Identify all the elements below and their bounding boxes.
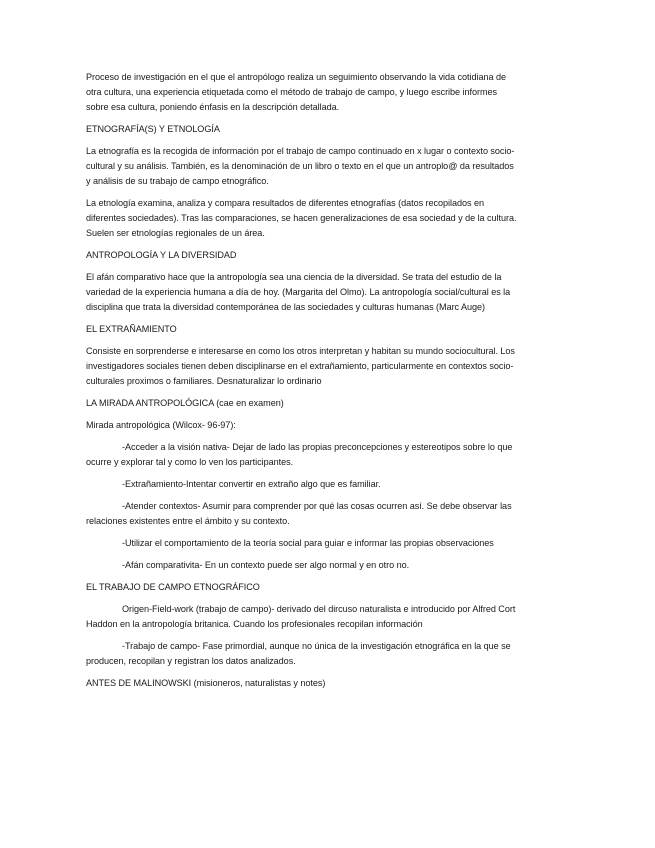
diversidad-paragraph: El afán comparativo hace que la antropología sea una ciencia de la diversidad. Se trata del estudio de la variedad de la experiencia humana a día de hoy. (Margarita del Olmo). La antropología social/cultural es la disciplina que trata la diversidad contemporánea de las sociedades y culturas humanas (Marc Auge) xyxy=(86,272,511,312)
trabajo-campo-fase: -Trabajo de campo- Fase primordial, aunque no única de la investigación etnográfica en la que se producen, recopilan y registran los datos analizados. xyxy=(86,641,511,666)
etnografia-paragraph: La etnografía es la recogida de información por el trabajo de campo continuado en x lugar o contexto socio-cultural y su análisis. También, es la denominación de un libro o texto en el que un antroplo@ da resultados y análisis de su trabajo de campo etnográfico. xyxy=(86,146,515,186)
section-heading-antes-malinowski: ANTES DE MALINOWSKI (misioneros, naturalistas y notes) xyxy=(86,678,326,688)
mirada-item-teoria-social: -Utilizar el comportamiento de la teoría social para guiar e informar las propias observaciones xyxy=(122,538,494,548)
section-heading-etnografia: ETNOGRAFÍA(S) Y ETNOLOGÍA xyxy=(86,124,220,134)
section-heading-extranamiento: EL EXTRAÑAMIENTO xyxy=(86,324,177,334)
section-heading-mirada: LA MIRADA ANTROPOLÓGICA (cae en examen) xyxy=(86,398,284,408)
etnologia-paragraph: La etnología examina, analiza y compara resultados de diferentes etnografías (datos recopilados en diferentes sociedades). Tras las comparaciones, se hacen generalizaciones de esa sociedad y de la cultura. Suelen ser etnologías regionales de un área. xyxy=(86,198,517,238)
mirada-item-extranamiento: -Extrañamiento-Intentar convertir en extraño algo que es familiar. xyxy=(122,479,381,489)
section-heading-diversidad: ANTROPOLOGÍA Y LA DIVERSIDAD xyxy=(86,250,237,260)
document-body xyxy=(86,70,518,698)
intro-paragraph: Proceso de investigación en el que el antropólogo realiza un seguimiento observando la vida cotidiana de otra cultura, una experiencia etiquetada como el método de trabajo de campo, y luego escribe informes sobre esa cultura, poniendo énfasis en la descripción detallada. xyxy=(86,72,506,112)
extranamiento-paragraph: Consiste en sorprenderse e interesarse en como los otros interpretan y habitan su mundo sociocultural. Los investigadores sociales tienen deben disciplinarse en el extrañamiento, particularmente en contextos socio-culturales proximos o familiares. Desnaturalizar lo ordinario xyxy=(86,346,515,386)
mirada-intro: Mirada antropológica (Wilcox- 96-97): xyxy=(86,420,236,430)
mirada-item-contextos: -Atender contextos- Asumir para comprender por qué las cosas ocurren así. Se debe observar las relaciones existentes entre el ámbito y su contexto. xyxy=(86,501,512,526)
section-heading-trabajo-campo: EL TRABAJO DE CAMPO ETNOGRÁFICO xyxy=(86,582,260,592)
trabajo-campo-origen: Origen-Field-work (trabajo de campo)- derivado del dircuso naturalista e introducido por Alfred Cort Haddon en la antropología britanica. Cuando los profesionales recopilan información xyxy=(86,604,516,629)
mirada-item-afan-comparativo: -Afán comparativita- En un contexto puede ser algo normal y en otro no. xyxy=(122,560,410,570)
mirada-item-vision-nativa: -Acceder a la visión nativa- Dejar de lado las propias preconcepciones y estereotipos sobre lo que ocurre y explorar tal y como lo ven los participantes. xyxy=(86,442,513,467)
